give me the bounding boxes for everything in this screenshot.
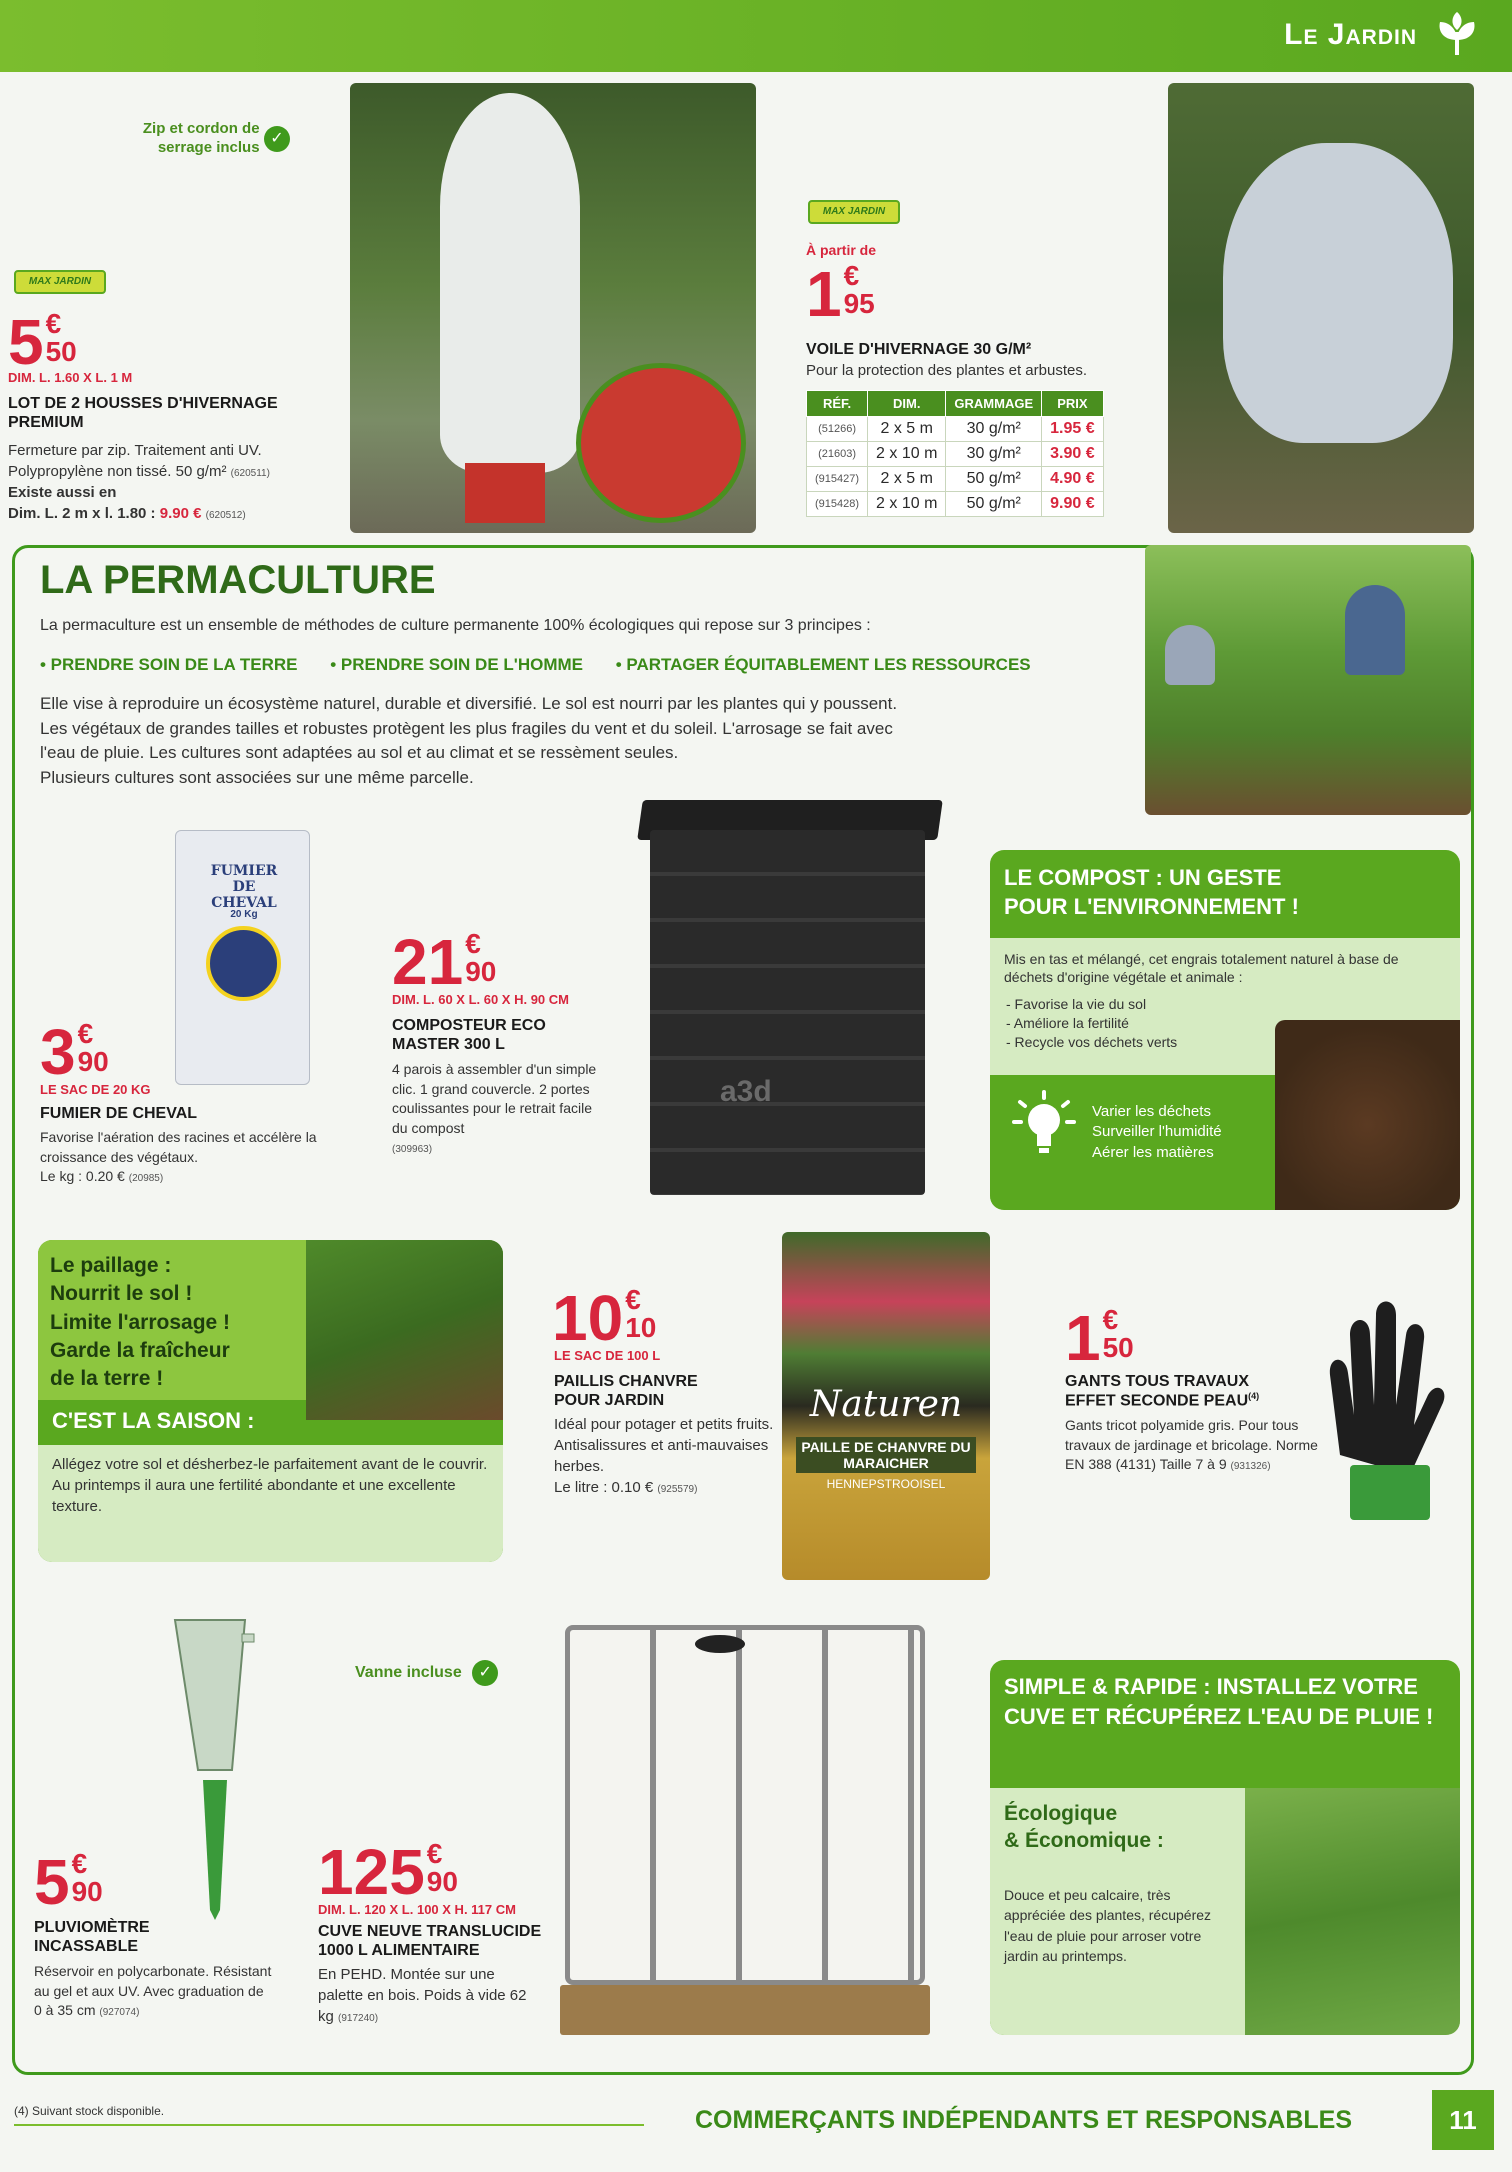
currency: € <box>465 928 481 959</box>
table-row: (915427) 2 x 5 m 50 g/m² 4.90 € <box>807 467 1104 492</box>
cuve-price-cents: 90 <box>426 1866 458 1897</box>
pluviometre-price-int: 5 <box>34 1846 70 1918</box>
pluviometre-price-cents: 90 <box>71 1876 103 1907</box>
permaculture-body: Elle vise à reproduire un écosystème naturel, durable et diversifié. Le sol est nourri par les plantes qui y poussent. Les végétaux de grandes tailles et robustes protègent les plus fragiles du vent et du soleil. L'arrosage se fait avec l'eau de pluie. Les cultures sont adaptées au sol et au climat et se ressèment seules. Plusieurs cultures sont associées sur une même parcelle. <box>40 694 898 787</box>
housse-also-price: 9.90 € <box>159 505 202 522</box>
fumier-price-cents: 90 <box>77 1046 109 1077</box>
housse-badge <box>100 120 290 158</box>
housse-title: LOT DE 2 HOUSSES D'HIVERNAGE PREMIUM <box>8 395 278 432</box>
gants-desc: Gants tricot polyamide gris. Pour tous travaux de jardinage et bricolage. Norme EN 388 (4131) Taille 7 à 9 <box>1065 1417 1318 1473</box>
gants-title-block <box>1065 1372 1275 1411</box>
housse-also-dims: Dim. L. 2 m x l. 1.80 : <box>8 505 156 522</box>
voile-desc: Pour la protection des plantes et arbustes. <box>806 362 1088 379</box>
paillage-tagline: Le paillage : Nourrit le sol ! Limite l'arrosage ! Garde la fraîcheur de la terre ! <box>50 1254 231 1391</box>
fumier-bag-weight: 20 Kg <box>230 909 258 920</box>
fumier-dims: LE SAC DE 20 KG <box>40 1082 151 1097</box>
composteur-image <box>640 800 940 1200</box>
paillis-bag-brand: Naturen <box>809 1384 963 1425</box>
leaf-icon <box>1432 10 1482 60</box>
pluviometre-desc-block <box>34 1962 274 2021</box>
permaculture-title: LA PERMACULTURE <box>40 558 436 602</box>
paillage-info-box <box>38 1240 503 1562</box>
housse-brand-logo: MAX JARDIN <box>14 270 106 294</box>
horse-emblem <box>206 926 281 1001</box>
fumier-bag-label: FUMIER DE CHEVAL <box>210 863 278 911</box>
housse-ref: (620511) <box>230 468 270 479</box>
composteur-desc-block <box>392 1060 597 1158</box>
fumier-desc-block <box>40 1128 340 1187</box>
voile-brand-logo: MAX JARDIN <box>808 200 900 224</box>
paillis-price-cents: 10 <box>625 1312 657 1343</box>
currency: € <box>625 1284 641 1315</box>
cuve-price <box>318 1836 458 1908</box>
watering-photo <box>1245 1788 1460 2035</box>
compost-hands-photo <box>1275 1020 1460 1210</box>
housse-also-ref: (620512) <box>205 510 246 521</box>
currency: € <box>45 308 62 339</box>
zoom-inset <box>576 363 746 523</box>
housse-price-cents: 50 <box>45 336 77 367</box>
composteur-logo: a3d <box>720 1075 772 1108</box>
footnote: (4) Suivant stock disponible. <box>14 2104 165 2118</box>
list-item: - Améliore la fertilité <box>1006 1014 1129 1031</box>
table-row: (915428) 2 x 10 m 50 g/m² 9.90 € <box>807 492 1104 517</box>
cuve-desc-block <box>318 1964 543 2027</box>
voile-price-table <box>806 390 1104 517</box>
paillis-bag-image <box>782 1232 990 1580</box>
principle-item: • PRENDRE SOIN DE LA TERRE <box>40 655 298 674</box>
table-row: (51266) 2 x 5 m 30 g/m² 1.95 € <box>807 417 1104 442</box>
cuve-badge <box>355 1660 498 1686</box>
cuve-cap <box>695 1635 745 1653</box>
principle-item: • PARTAGER ÉQUITABLEMENT LES RESSOURCES <box>615 655 1031 674</box>
voile-price <box>806 258 875 330</box>
col-prix: PRIX <box>1042 391 1103 417</box>
section-header-bar <box>0 0 1512 72</box>
paillis-bag-label: PAILLE DE CHANVRE DU MARAICHER <box>796 1437 976 1473</box>
currency: € <box>1102 1304 1119 1335</box>
gants-price <box>1065 1302 1134 1374</box>
garden-photo <box>1145 545 1471 815</box>
paillis-ref: (925579) <box>657 1484 698 1495</box>
compost-box-intro: Mis en tas et mélangé, cet engrais totalement naturel à base de déchets d'origine végétale et animale : <box>1004 951 1399 986</box>
list-item: - Favorise la vie du sol <box>1006 996 1147 1012</box>
pluviometre-price <box>34 1846 103 1918</box>
cuve-ref: (917240) <box>338 2013 379 2024</box>
table-row: (21603) 2 x 10 m 30 g/m² 3.90 € <box>807 442 1104 467</box>
fumier-ref: (20985) <box>128 1173 164 1185</box>
list-item: Surveiller l'humidité <box>1092 1123 1222 1141</box>
fumier-desc: Favorise l'aération des racines et accélère la croissance des végétaux. <box>40 1129 317 1165</box>
compost-tips <box>1092 1102 1222 1163</box>
list-item: Aérer les matières <box>1092 1143 1214 1161</box>
page-number: 11 <box>1432 2090 1494 2150</box>
housse-photo <box>350 83 756 533</box>
wrapped-plant <box>440 93 580 473</box>
gants-price-int: 1 <box>1065 1302 1101 1374</box>
lightbulb-icon <box>1012 1088 1076 1168</box>
cuve-price-int: 125 <box>318 1836 425 1908</box>
list-item: Varier les déchets <box>1092 1103 1211 1120</box>
fumier-price <box>40 1016 109 1088</box>
col-ref: RÉF. <box>807 391 868 417</box>
cuve-box-text: Douce et peu calcaire, très appréciée des plantes, récupérez l'eau de pluie pour arroser votre jardin au printemps. <box>1004 1887 1212 1964</box>
currency: € <box>71 1848 88 1879</box>
composteur-title: COMPOSTEUR ECO MASTER 300 L <box>392 1017 546 1054</box>
paillage-photo <box>306 1240 503 1420</box>
list-item: - Recycle vos déchets verts <box>1006 1033 1178 1050</box>
paillis-desc: Idéal pour potager et petits fruits. Antisalissures et anti-mauvaises herbes. <box>554 1416 774 1475</box>
cuve-image <box>550 1605 950 2055</box>
housse-desc-block <box>8 440 348 524</box>
composteur-price-int: 21 <box>392 926 464 998</box>
pluviometre-image <box>170 1610 260 1930</box>
cuve-tank <box>565 1625 925 1985</box>
composteur-dims: DIM. L. 60 X L. 60 X H. 90 CM <box>392 992 569 1007</box>
check-icon: ✓ <box>264 126 290 152</box>
composteur-body <box>650 830 925 1195</box>
footer-rule <box>14 2124 644 2126</box>
principle-item: • PRENDRE SOIN DE L'HOMME <box>330 655 583 674</box>
permaculture-principles <box>40 655 1059 675</box>
season-text: Allégez votre sol et désherbez-le parfaitement avant de le couvrir. Au printemps il aura une fertilité abondante et une excellente texture. <box>52 1456 488 1515</box>
check-icon: ✓ <box>472 1660 498 1686</box>
footer-slogan: COMMERÇANTS INDÉPENDANTS ET RESPONSABLES <box>695 2106 1352 2134</box>
glove-image <box>1310 1285 1445 1525</box>
cuve-desc: En PEHD. Montée sur une palette en bois. Poids à vide 62 kg <box>318 1966 527 2025</box>
fumier-bag-image <box>175 830 310 1085</box>
covered-shrub <box>1223 143 1453 443</box>
fumier-price-int: 3 <box>40 1016 76 1088</box>
currency: € <box>426 1838 443 1869</box>
col-dim: DIM. <box>868 391 946 417</box>
gardener-figure <box>1165 625 1215 685</box>
paillis-unit-price: Le litre : 0.10 € <box>554 1479 654 1496</box>
housse-price-int: 5 <box>8 306 44 378</box>
permaculture-intro: La permaculture est un ensemble de méthodes de culture permanente 100% écologiques qui repose sur 3 principes : <box>40 617 871 634</box>
cuve-box-title: SIMPLE & RAPIDE : INSTALLEZ VOTRE CUVE ET RÉCUPÉREZ L'EAU DE PLUIE ! <box>1004 1674 1434 1729</box>
compost-benefits <box>1006 995 1177 1052</box>
gants-title: GANTS TOUS TRAVAUX EFFET SECONDE PEAU <box>1065 1373 1250 1410</box>
voile-from-label: À partir de <box>806 242 877 258</box>
housse-also-label: Existe aussi en <box>8 484 117 501</box>
housse-price <box>8 306 77 378</box>
gants-ref: (931326) <box>1230 1461 1271 1473</box>
section-title: Le Jardin <box>1284 18 1417 51</box>
cuve-pallet <box>560 1985 930 2035</box>
cuve-dims: DIM. L. 120 X L. 100 X H. 117 CM <box>318 1902 516 1917</box>
cuve-box-subtitle: Écologique & Économique : <box>1004 1802 1164 1853</box>
pluviometre-title: PLUVIOMÈTRE INCASSABLE <box>34 1919 150 1956</box>
voile-price-cents: 95 <box>843 288 875 319</box>
red-pot <box>465 463 545 523</box>
gants-footnote-mark: (4) <box>1248 1391 1260 1402</box>
composteur-price-cents: 90 <box>465 956 497 987</box>
gants-desc-block <box>1065 1416 1325 1475</box>
season-title: C'EST LA SAISON : <box>52 1408 255 1433</box>
pluviometre-desc: Réservoir en polycarbonate. Résistant au gel et aux UV. Avec graduation de 0 à 35 cm <box>34 1963 272 2019</box>
table-header-row <box>807 391 1104 417</box>
fumier-title: FUMIER DE CHEVAL <box>40 1105 198 1122</box>
paillis-price <box>552 1282 657 1354</box>
compost-info-box <box>990 850 1460 1210</box>
cuve-title: CUVE NEUVE TRANSLUCIDE 1000 L ALIMENTAIRE <box>318 1923 542 1960</box>
voile-photo <box>1168 83 1474 533</box>
pluviometre-ref: (927074) <box>99 2007 140 2019</box>
cuve-info-box <box>990 1660 1460 2035</box>
paillis-desc-block <box>554 1414 779 1498</box>
composteur-ref: (309963) <box>392 1144 433 1156</box>
gants-price-cents: 50 <box>1102 1332 1134 1363</box>
voile-price-int: 1 <box>806 258 842 330</box>
paillis-bag-sub: HENNEPSTROOISEL <box>826 1477 946 1491</box>
composteur-desc: 4 parois à assembler d'un simple clic. 1 grand couvercle. 2 portes coulissantes pour le retrait facile du compost <box>392 1061 597 1136</box>
paillis-price-int: 10 <box>552 1282 624 1354</box>
composteur-price <box>392 926 497 998</box>
col-grammage: GRAMMAGE <box>946 391 1042 417</box>
gardener-figure <box>1345 585 1405 675</box>
currency: € <box>843 260 860 291</box>
currency: € <box>77 1018 94 1049</box>
housse-desc: Fermeture par zip. Traitement anti UV. Polypropylène non tissé. 50 g/m² <box>8 442 262 480</box>
paillis-title: PAILLIS CHANVRE POUR JARDIN <box>554 1373 698 1410</box>
cuve-badge-text: Vanne incluse <box>355 1664 462 1681</box>
voile-title: VOILE D'HIVERNAGE 30 G/M² <box>806 341 1032 358</box>
housse-badge-text: Zip et cordon de serrage inclus <box>142 120 260 156</box>
housse-dims: DIM. L. 1.60 X L. 1 M <box>8 370 133 385</box>
fumier-unit-price: Le kg : 0.20 € <box>40 1168 125 1185</box>
paillis-dims: LE SAC DE 100 L <box>554 1348 661 1363</box>
compost-box-title: LE COMPOST : UN GESTE POUR L'ENVIRONNEMENT ! <box>1004 865 1299 919</box>
